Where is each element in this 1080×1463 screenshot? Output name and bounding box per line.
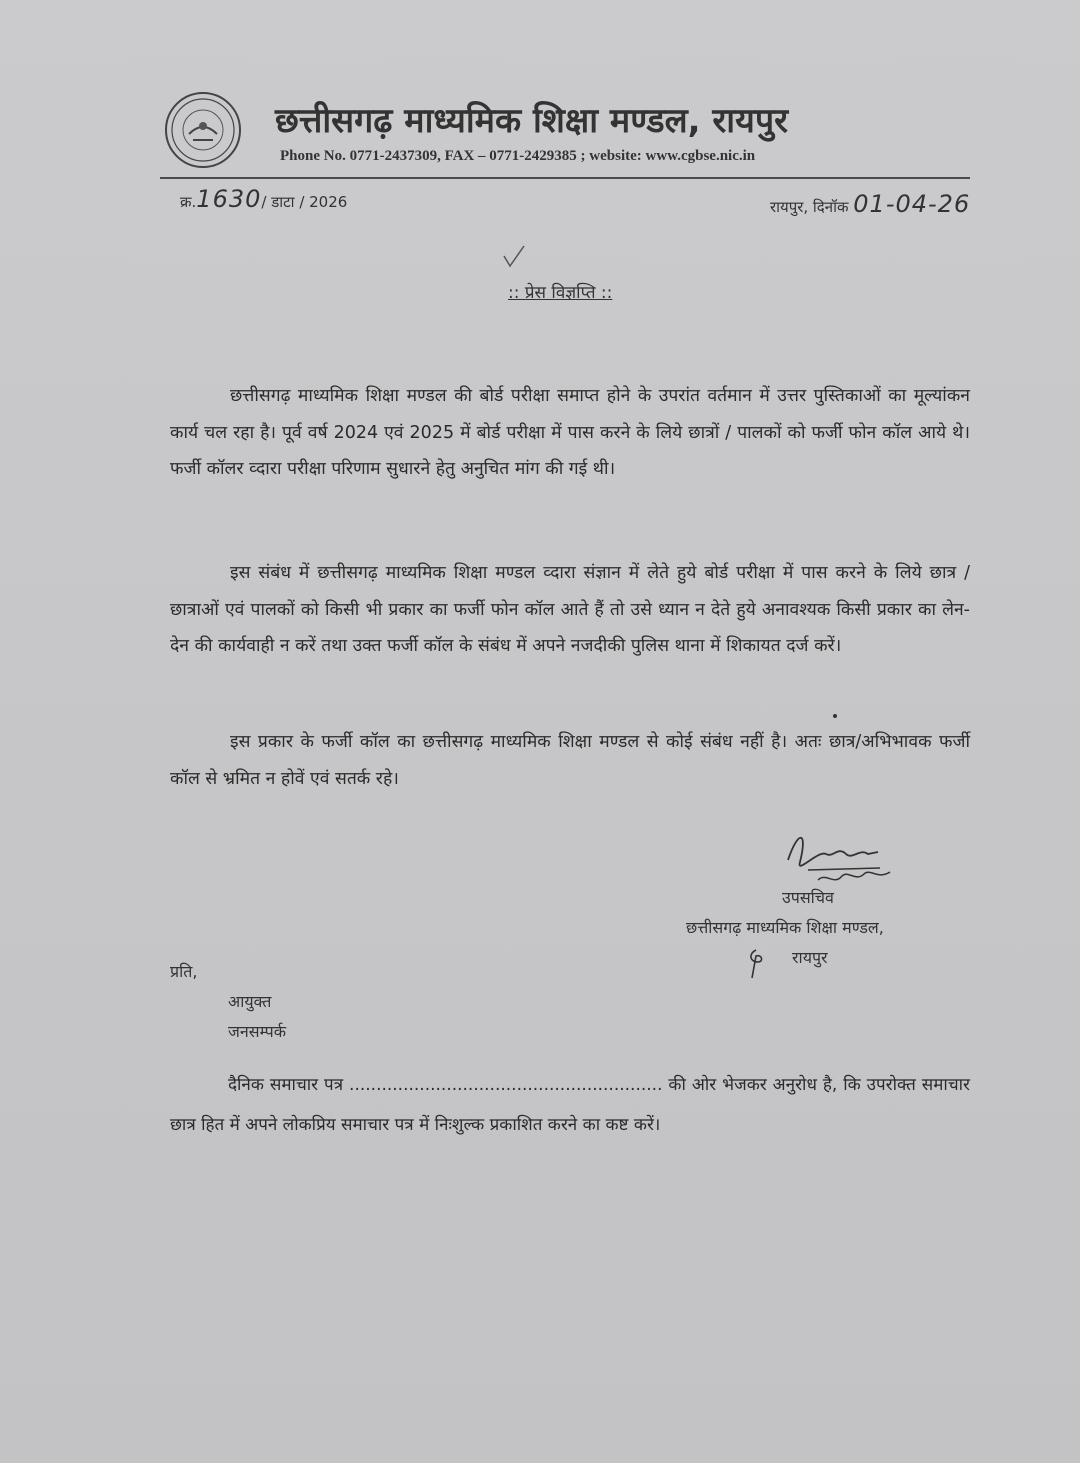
contact-line: Phone No. 0771-2437309, FAX – 0771-2429385 ; website: www.cgbse.nic.in (280, 148, 756, 164)
body-paragraph-3: इस प्रकार के फर्जी कॉल का छत्तीसगढ़ माध्यमिक शिक्षा मण्डल से कोई संबंध नहीं है। अतः छात्र/अभिभावक फर्जी कॉल से भ्रमित न होवें एवं सतर्क रहे। (170, 732, 970, 789)
reference-prefix: क्र. (180, 193, 197, 211)
handwritten-initial-icon (742, 946, 772, 980)
recipient-line-2: जनसम्पर्क (228, 1022, 287, 1041)
reference-suffix: / डाटा / 2026 (261, 193, 348, 211)
recipient-line-1: आयुक्त (228, 992, 272, 1011)
reference-number (180, 185, 347, 213)
tick-mark-icon (498, 242, 528, 272)
board-seal-icon (163, 90, 243, 170)
date-label: रायपुर, दिनॉक (770, 198, 849, 216)
header-divider (160, 177, 970, 179)
reference-handwritten-number: 1630 (196, 185, 262, 213)
ink-dot (833, 714, 837, 718)
signatory-organization: छत्तीसगढ़ माध्यमिक शिक्षा मण्डल, (686, 918, 884, 937)
body-paragraph-2: इस संबंध में छत्तीसगढ़ माध्यमिक शिक्षा मण्डल व्दारा संज्ञान में लेते हुये बोर्ड परीक्षा में पास करने के लिये छात्र / छात्राओं एवं पालकों को किसी भी प्रकार का फर्जी फोन कॉल आते हैं तो उसे ध्यान न देते हुये अनावश्यक किसी प्रकार का लेन-देन की कार्यवाही न करें तथा उक्त फर्जी कॉल के संबंध में अपने नजदीकी पुलिस थाना में शिकायत दर्ज करें। (170, 563, 970, 656)
press-release-heading: :: प्रेस विज्ञप्ति :: (508, 283, 613, 303)
issue-date (770, 190, 970, 218)
organization-title: छत्तीसगढ़ माध्यमिक शिक्षा मण्डल, रायपुर (275, 101, 789, 141)
publication-request: दैनिक समाचार पत्र .......................................................... की ओर भेजकर अनुरोध है, कि उपरोक्त समाचार छात्र हित में अपने लोकप्रिय समाचार पत्र में निःशुल्क प्रकाशित करने का कष्ट करें। (170, 1075, 970, 1135)
handwritten-signature-icon (778, 820, 918, 890)
signatory-city: रायपुर (792, 948, 828, 967)
date-handwritten-value: 01-04-26 (853, 190, 971, 218)
body-paragraph-1: छत्तीसगढ़ माध्यमिक शिक्षा मण्डल की बोर्ड परीक्षा समाप्त होने के उपरांत वर्तमान में उत्तर पुस्तिकाओं का मूल्यांकन कार्य चल रहा है। पूर्व वर्ष 2024 एवं 2025 में बोर्ड परीक्षा में पास करने के लिये छात्रों / पालकों को फर्जी फोन कॉल आये थे। फर्जी कॉलर व्दारा परीक्षा परिणाम सुधारने हेतु अनुचित मांग की गई थी। (170, 386, 970, 479)
signatory-designation: उपसचिव (782, 888, 834, 907)
recipients-label: प्रति, (170, 962, 198, 981)
